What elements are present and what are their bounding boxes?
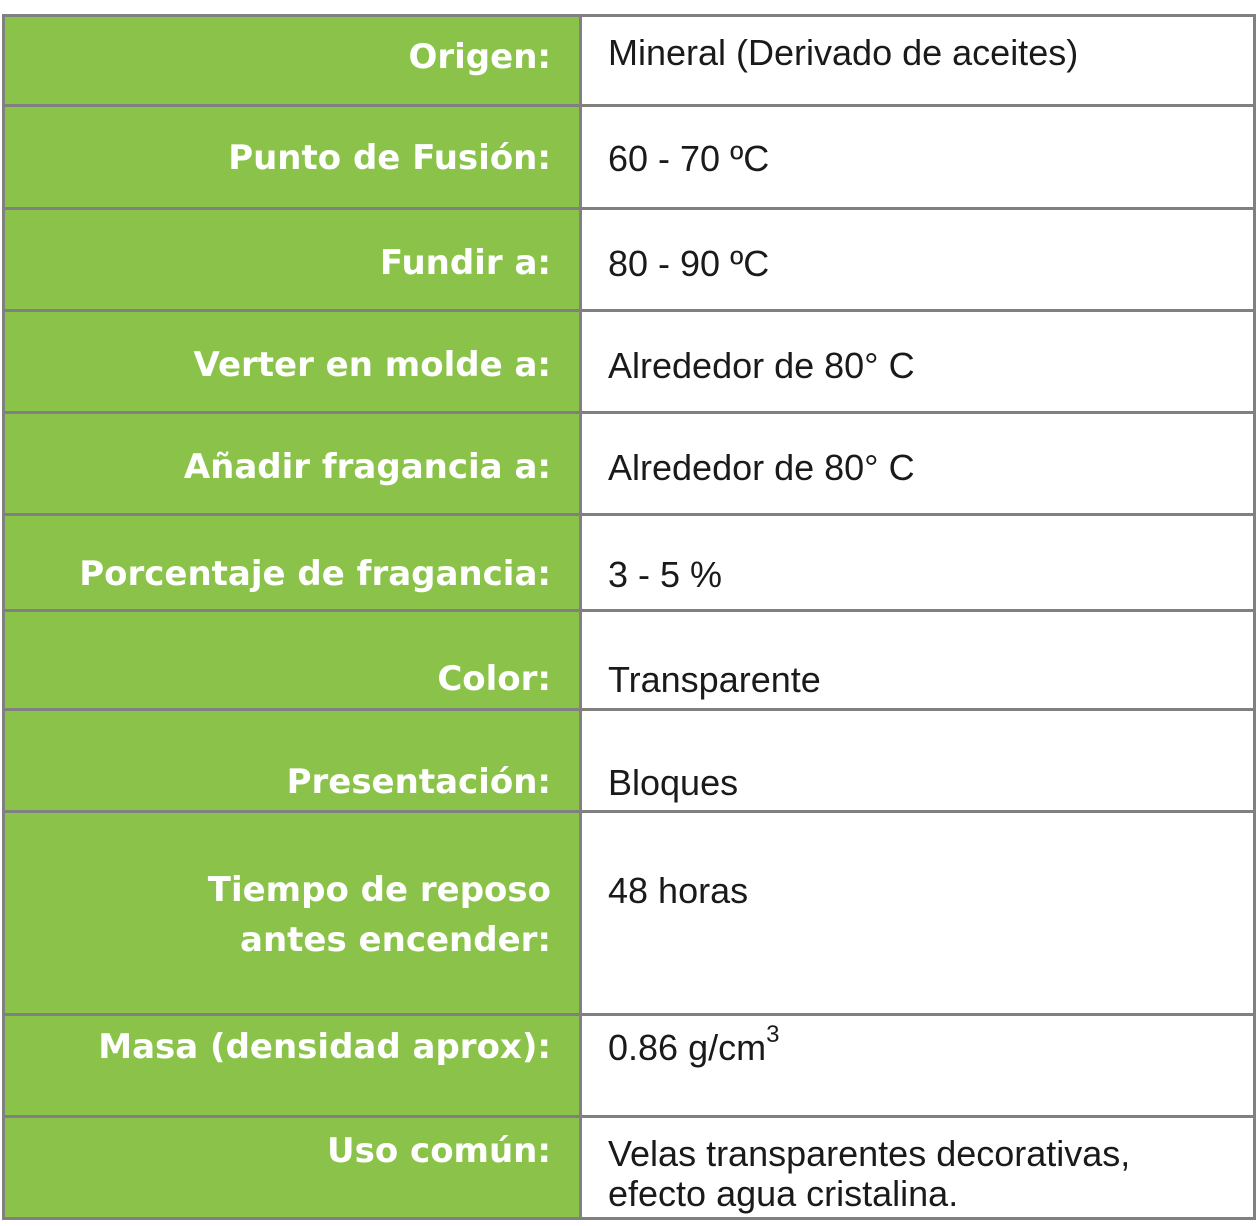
value-text: Velas transparentes decorativas, efecto agua cristalina. (608, 1133, 1131, 1214)
table-row (5, 210, 1253, 312)
row-label (5, 813, 582, 1013)
row-value (582, 711, 1253, 810)
value-text: Bloques (608, 762, 739, 803)
row-label (5, 612, 582, 708)
table-row (5, 813, 1253, 1016)
table-row (5, 516, 1253, 612)
table-row (5, 612, 1253, 711)
row-label (5, 516, 582, 609)
value-text: Alrededor de 80° C (608, 345, 915, 386)
row-label (5, 107, 582, 207)
table-row (5, 1118, 1253, 1217)
label-text: Origen: (408, 37, 551, 77)
label-text: Verter en molde a: (193, 345, 551, 385)
row-label (5, 17, 582, 104)
label-text: Masa (densidad aprox): (98, 1027, 551, 1067)
table-row (5, 17, 1253, 107)
row-label (5, 711, 582, 810)
label-text: Fundir a: (379, 243, 551, 283)
table-row (5, 414, 1253, 516)
value-text: Alrededor de 80° C (608, 447, 915, 488)
value-text: 3 - 5 % (608, 554, 723, 595)
superscript-text: 3 (766, 1021, 780, 1048)
row-value (582, 210, 1253, 309)
row-value (582, 1016, 1253, 1115)
row-label (5, 1016, 582, 1115)
value-text: 80 - 90 ºC (608, 243, 770, 284)
row-label (5, 210, 582, 309)
value-text: Transparente (608, 659, 821, 700)
row-value (582, 612, 1253, 708)
label-text: Tiempo de reposo antes encender: (207, 870, 551, 960)
row-value (582, 414, 1253, 513)
label-text: Presentación: (286, 762, 551, 802)
table-row (5, 711, 1253, 813)
row-value (582, 813, 1253, 1013)
table-row (5, 1016, 1253, 1118)
row-value (582, 312, 1253, 411)
row-label (5, 1118, 582, 1217)
table-row (5, 107, 1253, 210)
row-value (582, 17, 1253, 104)
row-value (582, 1118, 1253, 1217)
label-text: Color: (437, 659, 551, 699)
value-text: 0.86 g/cm (608, 1027, 767, 1068)
label-text: Añadir fragancia a: (183, 447, 551, 487)
value-text: 60 - 70 ºC (608, 138, 770, 179)
label-text: Porcentaje de fragancia: (79, 554, 551, 594)
value-text: 48 horas (608, 870, 749, 911)
properties-table (2, 14, 1256, 1220)
label-text: Punto de Fusión: (228, 138, 551, 178)
table-row (5, 312, 1253, 414)
row-label (5, 414, 582, 513)
value-text: Mineral (Derivado de aceites) (608, 32, 1079, 73)
row-value (582, 516, 1253, 609)
row-label (5, 312, 582, 411)
label-text: Uso común: (327, 1131, 551, 1171)
row-value (582, 107, 1253, 207)
